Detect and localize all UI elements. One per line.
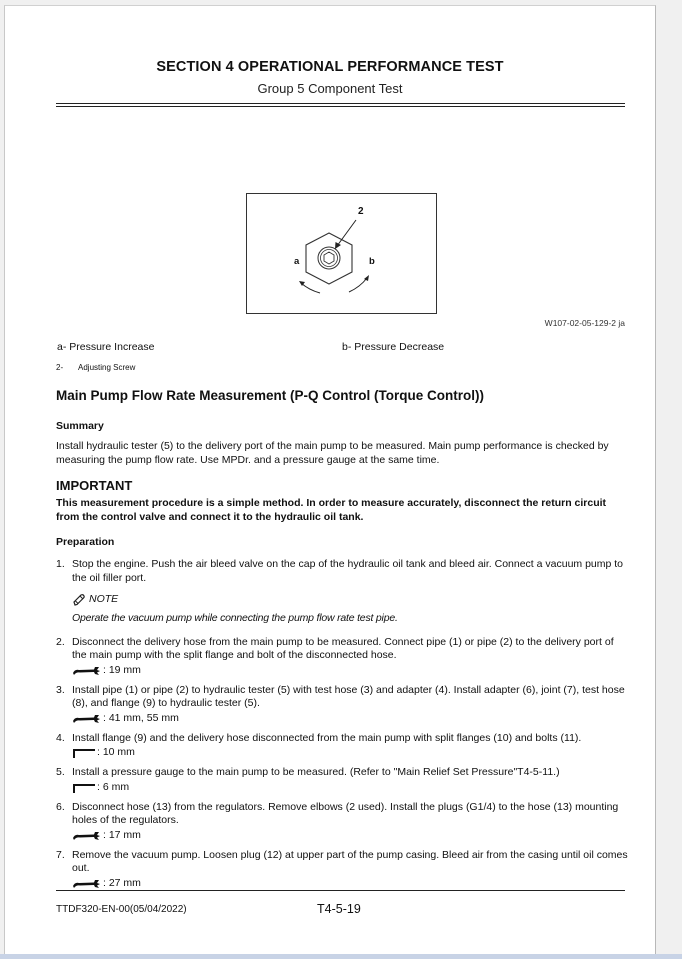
pencil-note-icon (72, 593, 86, 607)
legend-pressure-decrease: b- Pressure Decrease (342, 341, 445, 353)
tool-size: : 6 mm (97, 780, 130, 793)
step-text: Install flange (9) and the delivery hose disconnected from the main pump with split flanges (10) and bolts (11). (72, 731, 582, 744)
document-code: TTDF320-EN-00(05/04/2022) (56, 904, 187, 915)
viewer-bottom-bar (0, 954, 682, 959)
callout-number: 2 (358, 206, 364, 217)
note-text: Operate the vacuum pump while connecting the pump flow rate test pipe. (72, 612, 398, 624)
tool-size: : 41 mm, 55 mm (103, 711, 179, 724)
adjusting-screw-figure (246, 193, 437, 314)
step-text: Install a pressure gauge to the main pump to be measured. (Refer to "Main Relief Set Pressure"T4-5-11.) (72, 766, 560, 778)
tool-size: : 10 mm (97, 746, 135, 759)
step-1 (56, 558, 631, 626)
hex-key-icon (72, 782, 96, 794)
tool-spec (72, 829, 631, 843)
step-2 (56, 636, 631, 678)
tool-spec (72, 664, 631, 678)
step-number: 6. (56, 800, 65, 813)
note-label: NOTE (89, 593, 119, 606)
step-number: 1. (56, 558, 65, 570)
legend-pressure-increase: a- Pressure Increase (57, 341, 155, 353)
preparation-steps (56, 558, 631, 897)
tool-size: : 19 mm (103, 663, 141, 676)
hex-nut-shape (306, 233, 352, 284)
step-text: Disconnect hose (13) from the regulators. Remove elbows (2 used). Install the plugs (G1/4) to the hose (13) mounting holes of the regulators. (72, 800, 619, 826)
step-number: 2. (56, 635, 65, 648)
step-text: Remove the vacuum pump. Loosen plug (12) at upper part of the pump casing. Bleed air from the casing until oil comes out. (72, 848, 628, 874)
preparation-heading: Preparation (56, 536, 115, 548)
footer-rule (56, 890, 625, 891)
step-text: Install pipe (1) or pipe (2) to hydraulic tester (5) with test hose (3) and adapter (4). Install adapter (6), joint (7), test hose (8), and flange (9) to hydraulic tester (5). (72, 683, 625, 709)
header-double-rule (56, 103, 625, 107)
tool-size: : 17 mm (103, 828, 141, 841)
tool-spec (72, 781, 631, 795)
adjusting-screw-diagram (247, 194, 436, 313)
step-7 (56, 849, 631, 891)
procedure-title: Main Pump Flow Rate Measurement (P-Q Control (Torque Control)) (56, 388, 484, 403)
legend-item-text: Adjusting Screw (78, 363, 136, 372)
figure-id: W107-02-05-129-2 ja (544, 318, 625, 328)
hex-socket-shape (324, 252, 334, 264)
step-number: 4. (56, 731, 65, 744)
tool-spec (72, 877, 631, 891)
wrench-icon (72, 666, 102, 676)
step-6 (56, 801, 631, 843)
summary-heading: Summary (56, 420, 104, 432)
step-number: 7. (56, 848, 65, 861)
wrench-icon (72, 831, 102, 841)
step-3 (56, 684, 631, 726)
step-number: 5. (56, 766, 65, 778)
step-text: Stop the engine. Push the air bleed valve on the cap of the hydraulic oil tank and bleed air. Connect a vacuum pump to the oil filler port. (72, 558, 624, 584)
step-number: 3. (56, 683, 65, 696)
wrench-icon (72, 714, 102, 724)
step-4 (56, 732, 631, 761)
page-number: T4-5-19 (317, 902, 361, 916)
tool-size: : 27 mm (103, 876, 141, 889)
legend-item-number: 2- (56, 363, 64, 372)
tool-spec (72, 712, 631, 726)
wrench-icon (72, 879, 102, 889)
important-text: This measurement procedure is a simple method. In order to measure accurately, disconnect the return circuit from the control valve and connect it to the hydraulic oil tank. (56, 497, 607, 523)
step-5 (56, 766, 631, 795)
section-title: SECTION 4 OPERATIONAL PERFORMANCE TEST (156, 59, 504, 75)
label-a: a (294, 256, 300, 267)
summary-text: Install hydraulic tester (5) to the delivery port of the main pump to be measured. Main pump performance is checked by measuring the pump flow rate. Use MPDr. and a pressure gauge at the same time. (56, 440, 609, 466)
step-text: Disconnect the delivery hose from the main pump to be measured. Connect pipe (1) or pipe (2) to the delivery port of the main pump with the split flange and bolt of the disconnected hose. (72, 635, 614, 661)
important-heading: IMPORTANT (56, 478, 133, 493)
document-page (4, 5, 656, 955)
legend-adjusting-screw (56, 363, 135, 372)
group-title: Group 5 Component Test (257, 81, 403, 96)
note-block (72, 593, 631, 626)
label-b: b (369, 256, 375, 267)
screw-head-circle (318, 247, 340, 269)
tool-spec (72, 746, 631, 760)
hex-key-icon (72, 747, 96, 759)
